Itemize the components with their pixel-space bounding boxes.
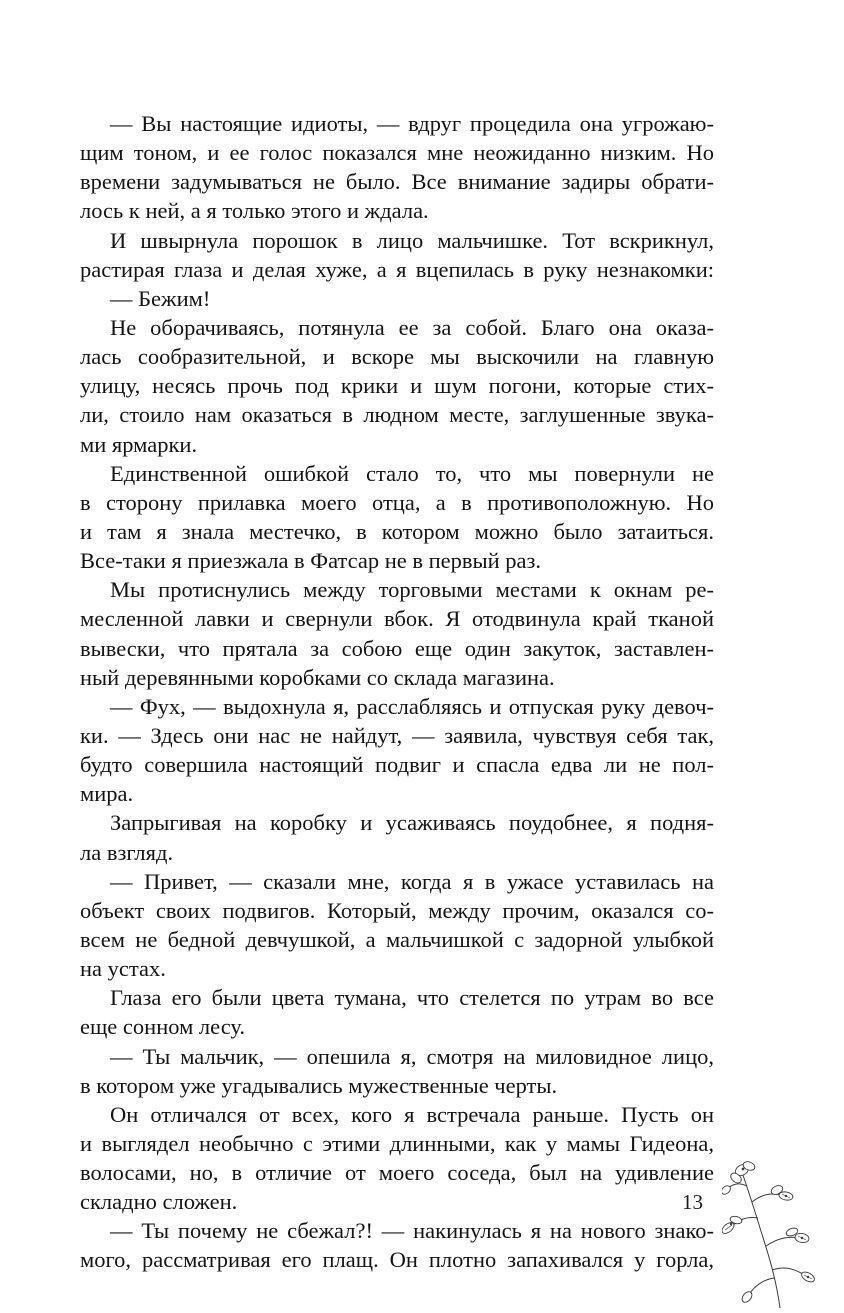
page-number: 13 — [682, 1190, 703, 1214]
body-text — [80, 109, 714, 1275]
text-line: складно сложен. — [80, 1189, 238, 1215]
text-line: Запрыгивая на коробку и усаживаясь поудобнее, я подня- — [110, 810, 714, 836]
text-line: еще сонном лесу. — [80, 1014, 246, 1040]
text-line: ми ярмарки. — [80, 431, 198, 457]
text-line: объект своих подвигов. Который, между прочим, оказался со- — [80, 897, 714, 923]
text-line: будто совершила настоящий подвиг и спасла едва ли не пол- — [80, 752, 714, 778]
text-line: — Привет, — сказали мне, когда я в ужасе уставилась на — [110, 868, 714, 894]
text-line: в котором уже угадывались мужественные черты. — [80, 1072, 558, 1098]
flower-sprig-icon — [722, 1158, 822, 1313]
text-line: на устах. — [80, 956, 166, 982]
text-line: Все-таки я приезжала в Фатсар не в первый раз. — [80, 548, 542, 574]
text-line: растирая глаза и делая хуже, а я вцепилась в руку незнакомки: — [80, 256, 714, 282]
text-line: и выглядел необычно с этими длинными, как у мамы Гидеона, — [80, 1130, 714, 1156]
text-line: — Ты мальчик, — опешила я, смотря на миловидное лицо, — [110, 1043, 714, 1069]
text-line: вывески, что прятала за собою еще один закуток, заставлен- — [80, 635, 714, 661]
text-line: — Ты почему не сбежал?! — накинулась я на нового знако- — [110, 1218, 714, 1244]
text-line: ли, стоило нам оказаться в людном месте, заглушенные звука- — [80, 402, 714, 428]
text-line: лась сообразительной, и вскоре мы выскочили на главную — [80, 344, 714, 370]
text-line: Мы протиснулись между торговыми местами к окнам ре- — [110, 577, 714, 603]
text-line: месленной лавки и свернули вбок. Я отодвинула край тканой — [80, 606, 714, 632]
text-line: — Бежим! — [110, 285, 211, 311]
text-line: ки. — Здесь они нас не найдут, — заявила, чувствуя себя так, — [80, 722, 714, 748]
text-line: ный деревянными коробками со склада магазина. — [80, 664, 555, 690]
text-line: времени задумываться не было. Все внимание задиры обрати- — [80, 169, 714, 195]
text-line: Не оборачиваясь, потянула ее за собой. Благо она оказа- — [110, 314, 714, 340]
text-line: и там я знала местечко, в котором можно было затаиться. — [80, 518, 714, 544]
text-line: мого, рассматривая его плащ. Он плотно запахивался у горла, — [80, 1247, 714, 1273]
text-line: — Вы настоящие идиоты, — вдруг процедила она угрожаю- — [110, 111, 714, 136]
text-line: Он отличался от всех, кого я встречала раньше. Пусть он — [110, 1101, 714, 1127]
text-line: щим тоном, и ее голос показался мне неожиданно низким. Но — [80, 140, 714, 166]
text-line: Единственной ошибкой стало то, что мы повернули не — [110, 460, 714, 486]
text-line: в сторону прилавка моего отца, а в противоположную. Но — [80, 489, 714, 515]
text-line: лось к ней, а я только этого и ждала. — [80, 198, 429, 224]
text-line: И швырнула порошок в лицо мальчишке. Тот вскрикнул, — [110, 227, 714, 253]
text-line: волосами, но, в отличие от моего соседа, был на удивление — [80, 1160, 714, 1186]
text-line: улицу, несясь прочь под крики и шум погони, которые стих- — [80, 373, 714, 399]
text-line: мира. — [80, 781, 134, 807]
text-line: ла взгляд. — [80, 839, 174, 865]
text-line: Глаза его были цвета тумана, что стелется по утрам во все — [110, 985, 714, 1011]
text-line: — Фух, — выдохнула я, расслабляясь и отпуская руку девоч- — [110, 693, 714, 719]
text-line: всем не бедной девчушкой, а мальчишкой с задорной улыбкой — [80, 926, 714, 952]
